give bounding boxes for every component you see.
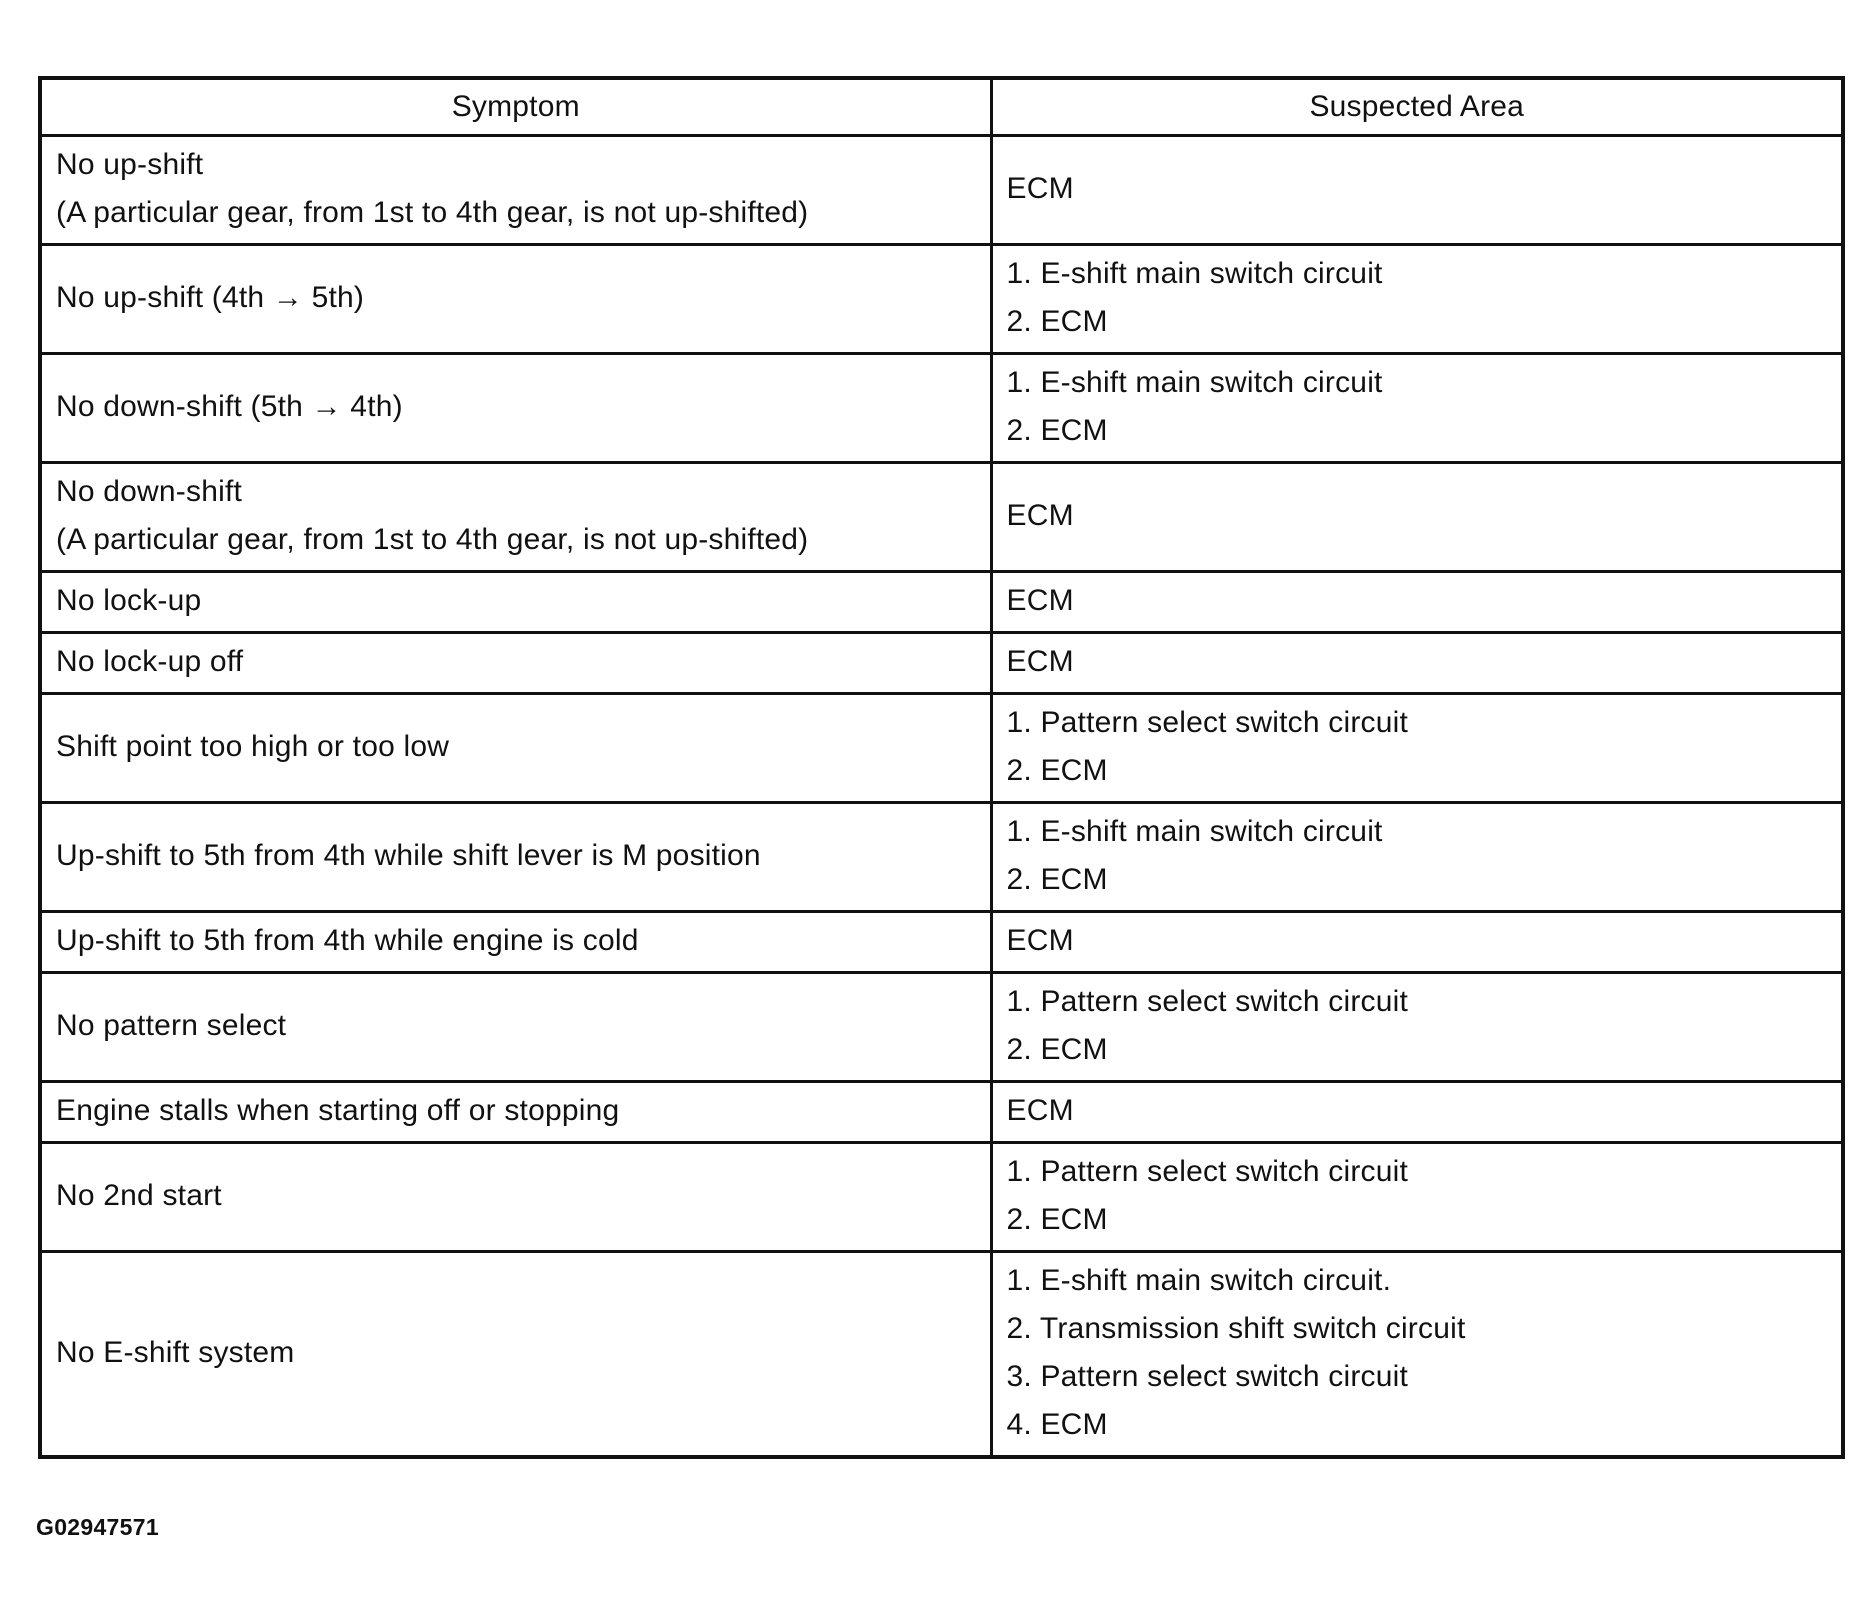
table-row <box>40 354 1843 463</box>
table-row <box>40 973 1843 1082</box>
suspected-area-item: 2. Transmission shift switch circuit <box>1006 1312 1466 1345</box>
table-row <box>40 572 1843 633</box>
header-suspected-area: Suspected Area <box>991 78 1843 136</box>
suspected-area-item: ECM <box>1006 172 1074 205</box>
symptom-cell <box>40 1143 991 1252</box>
table-row <box>40 136 1843 245</box>
table-body <box>40 136 1843 1458</box>
symptom-text: (A particular gear, from 1st to 4th gear, is not up-shifted) <box>56 196 809 229</box>
table-row <box>40 1143 1843 1252</box>
suspected-area-cell <box>991 912 1843 973</box>
suspected-area-item: 1. Pattern select switch circuit <box>1006 1155 1409 1188</box>
symptom-cell <box>40 694 991 803</box>
suspected-area-cell <box>991 1143 1843 1252</box>
symptom-cell <box>40 463 991 572</box>
table-row <box>40 803 1843 912</box>
suspected-area-item: 1. Pattern select switch circuit <box>1006 706 1409 739</box>
symptom-table <box>38 76 1845 1459</box>
header-symptom: Symptom <box>40 78 991 136</box>
suspected-area-cell <box>991 463 1843 572</box>
table-header-row <box>40 78 1843 136</box>
symptom-cell <box>40 354 991 463</box>
symptom-text: Up-shift to 5th from 4th while engine is cold <box>56 924 639 957</box>
symptom-text: No lock-up <box>56 584 202 617</box>
suspected-area-item: ECM <box>1006 1094 1074 1127</box>
symptom-cell <box>40 1252 991 1458</box>
suspected-area-cell <box>991 136 1843 245</box>
symptom-text: No up-shift (4th → 5th) <box>56 281 365 314</box>
suspected-area-item: 1. E-shift main switch circuit <box>1006 366 1383 399</box>
suspected-area-item: 2. ECM <box>1006 1203 1108 1236</box>
symptom-cell <box>40 803 991 912</box>
suspected-area-cell <box>991 245 1843 354</box>
suspected-area-item: 1. E-shift main switch circuit. <box>1006 1264 1392 1297</box>
suspected-area-item: 2. ECM <box>1006 1033 1108 1066</box>
symptom-cell <box>40 245 991 354</box>
symptom-cell <box>40 973 991 1082</box>
symptom-text: No E-shift system <box>56 1336 295 1369</box>
suspected-area-item: ECM <box>1006 584 1074 617</box>
suspected-area-item: 1. Pattern select switch circuit <box>1006 985 1409 1018</box>
suspected-area-item: 3. Pattern select switch circuit <box>1006 1360 1409 1393</box>
symptom-text: (A particular gear, from 1st to 4th gear, is not up-shifted) <box>56 523 809 556</box>
symptom-text: No pattern select <box>56 1009 287 1042</box>
suspected-area-item: 1. E-shift main switch circuit <box>1006 815 1383 848</box>
symptom-text: No up-shift <box>56 148 204 181</box>
symptom-cell <box>40 136 991 245</box>
symptom-cell <box>40 912 991 973</box>
suspected-area-item: 1. E-shift main switch circuit <box>1006 257 1383 290</box>
symptom-text: No lock-up off <box>56 645 244 678</box>
suspected-area-item: ECM <box>1006 499 1074 532</box>
suspected-area-item: ECM <box>1006 924 1074 957</box>
suspected-area-cell <box>991 354 1843 463</box>
symptom-text: No down-shift <box>56 475 243 508</box>
suspected-area-cell <box>991 572 1843 633</box>
suspected-area-cell <box>991 1082 1843 1143</box>
suspected-area-item: 2. ECM <box>1006 305 1108 338</box>
symptom-text: Up-shift to 5th from 4th while shift lever is M position <box>56 839 761 872</box>
suspected-area-cell <box>991 633 1843 694</box>
symptom-cell <box>40 1082 991 1143</box>
table-row <box>40 633 1843 694</box>
table-row <box>40 463 1843 572</box>
table-row <box>40 245 1843 354</box>
suspected-area-cell <box>991 1252 1843 1458</box>
table-row <box>40 1082 1843 1143</box>
suspected-area-item: 2. ECM <box>1006 414 1108 447</box>
symptom-text: Shift point too high or too low <box>56 730 450 763</box>
table-row <box>40 912 1843 973</box>
table-row <box>40 1252 1843 1458</box>
suspected-area-cell <box>991 973 1843 1082</box>
table-row <box>40 694 1843 803</box>
symptom-cell <box>40 633 991 694</box>
suspected-area-cell <box>991 803 1843 912</box>
suspected-area-cell <box>991 694 1843 803</box>
symptom-text: Engine stalls when starting off or stopping <box>56 1094 620 1127</box>
symptom-cell <box>40 572 991 633</box>
suspected-area-item: 2. ECM <box>1006 754 1108 787</box>
symptom-text: No down-shift (5th → 4th) <box>56 390 403 423</box>
figure-id: G02947571 <box>36 1514 159 1540</box>
suspected-area-item: 2. ECM <box>1006 863 1108 896</box>
suspected-area-item: 4. ECM <box>1006 1408 1108 1441</box>
symptom-text: No 2nd start <box>56 1179 222 1212</box>
suspected-area-item: ECM <box>1006 645 1074 678</box>
